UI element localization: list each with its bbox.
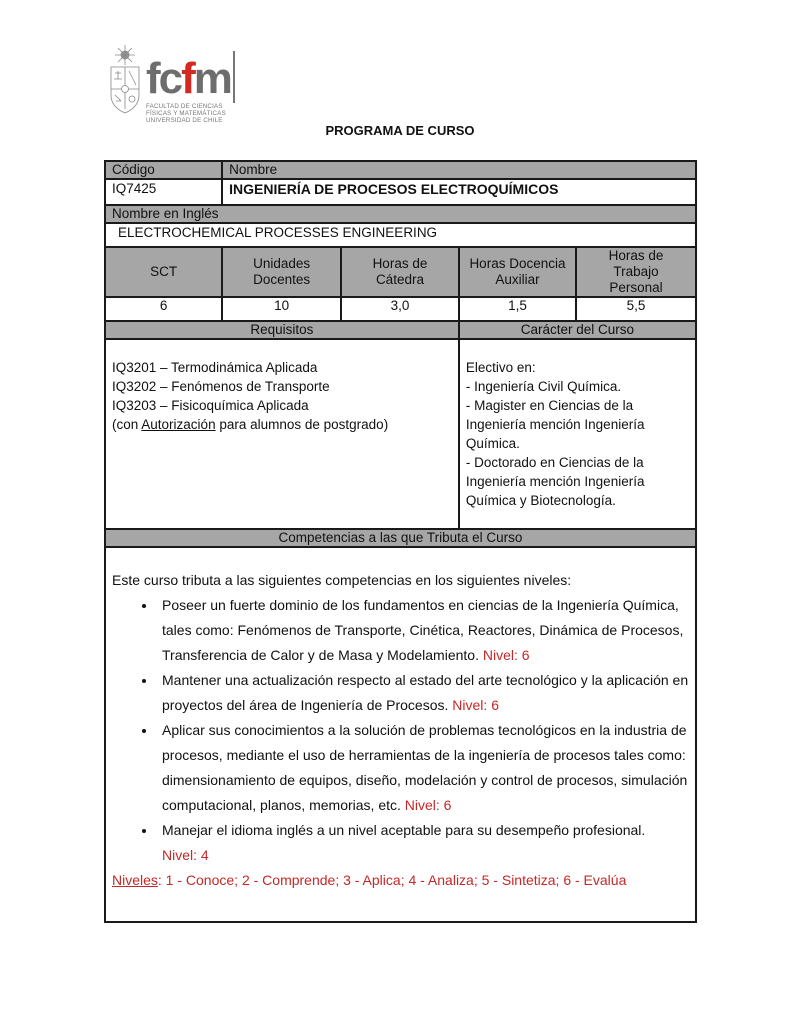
requirement-item: IQ3201 – Termodinámica Aplicada bbox=[112, 360, 318, 375]
authorization-link[interactable]: Autorización bbox=[141, 417, 216, 432]
requirement-note: (con Autorización para alumnos de postgrado) bbox=[112, 417, 389, 432]
competencies-intro: Este curso tributa a las siguientes competencias en los siguientes niveles: bbox=[112, 572, 572, 588]
character-line: Electivo en: bbox=[465, 360, 536, 375]
level-tag: Nivel: 6 bbox=[404, 797, 452, 813]
competency-item: • Manejar el idioma inglés a un nivel aceptable para su desempeño profesional. Nivel: 4 bbox=[157, 818, 689, 868]
sct-value: 6 bbox=[105, 297, 222, 321]
course-program-table bbox=[104, 160, 697, 923]
course-character-label: Carácter del Curso bbox=[459, 321, 696, 339]
lecture-hours-value: 3,0 bbox=[341, 297, 459, 321]
page-title: PROGRAMA DE CURSO bbox=[325, 123, 475, 138]
english-name: ELECTROCHEMICAL PROCESSES ENGINEERING bbox=[105, 223, 696, 247]
level-tag: Nivel: 6 bbox=[452, 697, 499, 713]
name-label: Nombre bbox=[222, 161, 696, 179]
university-crest-icon bbox=[108, 43, 142, 119]
character-line: - Ingeniería Civil Química. bbox=[465, 379, 622, 394]
competencies-label: Competencias a las que Tributa el Curso bbox=[105, 529, 696, 547]
english-name-label: Nombre en Inglés bbox=[105, 205, 696, 223]
course-code: IQ7425 bbox=[105, 179, 222, 205]
auxiliary-hours-header: Horas Docencia Auxiliar bbox=[459, 247, 576, 297]
requirements-label: Requisitos bbox=[105, 321, 459, 339]
fcfm-wordmark: fcfm bbox=[146, 54, 231, 103]
course-character-cell bbox=[459, 339, 696, 529]
auxiliary-hours-value: 1,5 bbox=[459, 297, 576, 321]
character-line: - Magister en Ciencias de la Ingeniería mención Ingeniería Química. bbox=[465, 398, 645, 451]
level-tag: Nivel: 4 bbox=[162, 847, 209, 863]
faculty-name: FACULTAD DE CIENCIAS FÍSICAS Y MATEMÁTICAS UNIVERSIDAD DE CHILE bbox=[146, 103, 226, 124]
requirement-item: IQ3202 – Fenómenos de Transporte bbox=[112, 379, 330, 394]
competency-item: • Aplicar sus conocimientos a la solución de problemas tecnológicos en la industria de procesos, mediante el uso de herramientas de la ingeniería de procesos tales como: dimensionamiento de equipos, diseño, modelación y control de procesos, simulación computacional, planos, memorias, etc. Nivel: 6 bbox=[157, 718, 689, 818]
level-tag: Nivel: 6 bbox=[482, 647, 530, 663]
character-line: - Doctorado en Ciencias de la Ingeniería mención Ingeniería Química y Biotecnología. bbox=[465, 455, 645, 508]
competency-item: • Mantener una actualización respecto al estado del arte tecnológico y la aplicación en proyectos del área de Ingeniería de Procesos. Nivel: 6 bbox=[157, 668, 689, 718]
requirements-cell bbox=[105, 339, 459, 529]
personal-work-hours-value: 5,5 bbox=[576, 297, 696, 321]
teaching-units-header: Unidades Docentes bbox=[222, 247, 341, 297]
requirement-item: IQ3203 – Fisicoquímica Aplicada bbox=[112, 398, 309, 413]
competencies-cell bbox=[105, 547, 696, 922]
fcfm-logo bbox=[108, 43, 238, 123]
code-label: Código bbox=[105, 161, 222, 179]
personal-work-hours-header: Horas de Trabajo Personal bbox=[576, 247, 696, 297]
lecture-hours-header: Horas de Cátedra bbox=[341, 247, 459, 297]
logo-divider bbox=[233, 51, 235, 103]
course-name: INGENIERÍA DE PROCESOS ELECTROQUÍMICOS bbox=[222, 179, 696, 205]
teaching-units-value: 10 bbox=[222, 297, 341, 321]
levels-legend: Niveles: 1 - Conoce; 2 - Comprende; 3 - Aplica; 4 - Analiza; 5 - Sintetiza; 6 - Evalúa bbox=[112, 872, 627, 888]
competencies-list bbox=[112, 593, 689, 868]
sct-header: SCT bbox=[105, 247, 222, 297]
competency-item: • Poseer un fuerte dominio de los fundamentos en ciencias de la Ingeniería Química, tales como: Fenómenos de Transporte, Cinética, Reactores, Dinámica de Procesos, Transferencia de Calor y de Masa y Modelamiento. Nivel: 6 bbox=[157, 593, 689, 668]
